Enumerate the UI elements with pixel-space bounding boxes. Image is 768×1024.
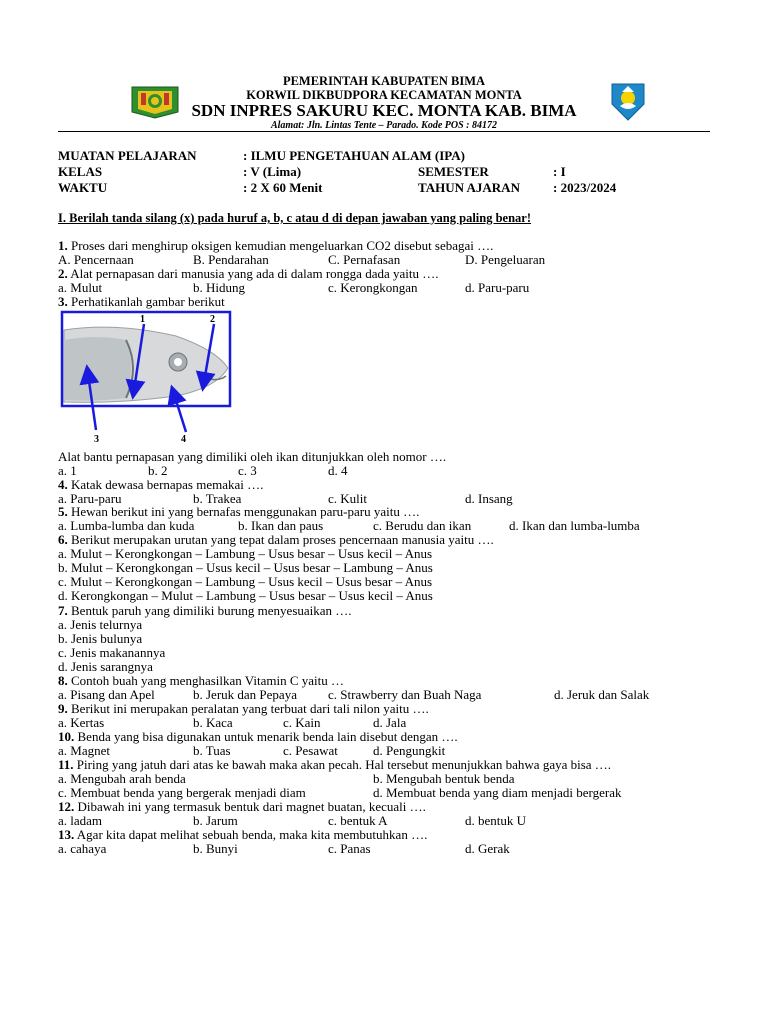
q13-option-b: b. Bunyi [193, 841, 238, 856]
q9-option-c: c. Kain [283, 715, 321, 730]
question-7 [58, 604, 352, 618]
q13-option-d: d. Gerak [465, 841, 510, 856]
year-label: TAHUN AJARAN [418, 180, 520, 195]
q3-option-b: b. 2 [148, 463, 168, 478]
q12-option-a: a. ladam [58, 813, 103, 828]
time-value: : 2 X 60 Menit [243, 180, 323, 195]
q8-option-d: d. Jeruk dan Salak [554, 687, 650, 702]
question-number: 11. [58, 757, 74, 772]
question-1 [58, 239, 493, 253]
question-text: Piring yang jatuh dari atas ke bawah maka akan pecah. Hal tersebut menunjukkan bahwa gaya bisa …. [73, 757, 612, 772]
question-text: Agar kita dapat melihat sebuah benda, maka kita membutuhkan …. [74, 827, 428, 842]
gill-cover [64, 337, 131, 401]
q5-option-d: d. Ikan dan lumba-lumba [509, 518, 640, 533]
year-value: : 2023/2024 [553, 180, 617, 195]
q12-option-d: d. bentuk U [465, 813, 527, 828]
q4-option-d: d. Insang [465, 491, 513, 506]
q10-option-d: d. Pengungkit [373, 743, 446, 758]
header-korwil: KORWIL DIKBUDPORA KECAMATAN MONTA [246, 88, 522, 102]
q12-option-b: b. Jarum [193, 813, 238, 828]
fish-gill-figure [56, 310, 236, 445]
question-number: 6. [58, 532, 68, 547]
q10-option-b: b. Tuas [193, 743, 231, 758]
label-4: 4 [181, 434, 186, 445]
question-12 [58, 800, 426, 814]
question-text: Berikut merupakan urutan yang tepat dalam proses pencernaan manusia yaitu …. [67, 532, 494, 547]
q2-option-d: d. Paru-paru [465, 280, 530, 295]
question-text: Hewan berikut ini yang bernafas menggunakan paru-paru yaitu …. [67, 504, 420, 519]
question-9 [58, 702, 429, 716]
subject-label: MUATAN PELAJARAN [58, 148, 197, 163]
header-address: Alamat: Jln. Lintas Tente – Parado. Kode POS : 84172 [270, 120, 498, 131]
q9-option-a: a. Kertas [58, 715, 105, 730]
class-label: KELAS [58, 164, 103, 179]
semester-value: : I [553, 164, 566, 179]
header-divider [58, 131, 710, 132]
question-3-prompt: Alat bantu pernapasan yang dimiliki oleh ikan ditunjukkan oleh nomor …. [58, 449, 447, 464]
q8-option-a: a. Pisang dan Apel [58, 687, 155, 702]
q13-option-a: a. cahaya [58, 841, 107, 856]
q3-option-a: a. 1 [58, 463, 77, 478]
q11-option-c: c. Membuat benda yang bergerak menjadi diam [58, 785, 306, 800]
question-text: Perhatikanlah gambar berikut [67, 294, 225, 309]
fish-eye-highlight [174, 358, 182, 366]
question-text: Dibawah ini yang termasuk bentuk dari magnet buatan, kecuali …. [74, 799, 426, 814]
question-10 [58, 730, 458, 744]
question-text: Bentuk paruh yang dimiliki burung menyesuaikan …. [67, 603, 352, 618]
q10-option-c: c. Pesawat [283, 743, 338, 758]
header-school-name: SDN INPRES SAKURU KEC. MONTA KAB. BIMA [191, 101, 577, 120]
question-11 [58, 758, 611, 772]
question-2 [58, 267, 439, 281]
q2-option-c: c. Kerongkongan [328, 280, 418, 295]
question-number: 10. [58, 729, 75, 744]
q5-option-b: b. Ikan dan paus [238, 518, 324, 533]
q1-option-d: D. Pengeluaran [465, 252, 546, 267]
label-2: 2 [210, 314, 215, 325]
q4-option-b: b. Trakea [193, 491, 242, 506]
q1-option-c: C. Pernafasan [328, 252, 401, 267]
question-8 [58, 674, 344, 688]
q5-option-c: c. Berudu dan ikan [373, 518, 472, 533]
subject-value: : ILMU PENGETAHUAN ALAM (IPA) [243, 148, 465, 163]
q1-option-a: A. Pencernaan [58, 252, 134, 267]
question-number: 1. [58, 238, 68, 253]
q6-option-a: a. Mulut – Kerongkongan – Lambung – Usus besar – Usus kecil – Anus [58, 546, 433, 561]
question-text: Alat pernapasan dari manusia yang ada di dalam rongga dada yaitu …. [67, 266, 439, 281]
question-6 [58, 533, 494, 547]
q13-option-c: c. Panas [328, 841, 371, 856]
label-3: 3 [94, 434, 99, 445]
question-5 [58, 505, 419, 519]
question-number: 7. [58, 603, 68, 618]
q9-option-d: d. Jala [373, 715, 407, 730]
q1-option-b: B. Pendarahan [193, 252, 269, 267]
q11-option-b: b. Mengubah bentuk benda [373, 771, 515, 786]
q11-option-d: d. Membuat benda yang diam menjadi bergerak [373, 785, 622, 800]
instruction: I. Berilah tanda silang (x) pada huruf a, b, c atau d di depan jawaban yang paling benar! [58, 211, 532, 225]
q6-option-b: b. Mulut – Kerongkongan – Usus kecil – Usus besar – Lambung – Anus [58, 560, 433, 575]
question-4 [58, 478, 263, 492]
q4-option-c: c. Kulit [328, 491, 367, 506]
q10-option-a: a. Magnet [58, 743, 110, 758]
q7-option-c: c. Jenis makanannya [58, 645, 166, 660]
q4-option-a: a. Paru-paru [58, 491, 122, 506]
header-government: PEMERINTAH KABUPATEN BIMA [282, 74, 486, 88]
question-text: Berikut ini merupakan peralatan yang terbuat dari tali nilon yaitu …. [67, 701, 429, 716]
question-text: Proses dari menghirup oksigen kemudian mengeluarkan CO2 disebut sebagai …. [67, 238, 494, 253]
q9-option-b: b. Kaca [193, 715, 233, 730]
question-text: Katak dewasa bernapas memakai …. [67, 477, 264, 492]
question-number: 3. [58, 294, 68, 309]
question-number: 5. [58, 504, 68, 519]
time-label: WAKTU [58, 180, 108, 195]
question-number: 8. [58, 673, 68, 688]
q7-option-d: d. Jenis sarangnya [58, 659, 153, 674]
question-number: 2. [58, 266, 68, 281]
question-13 [58, 828, 427, 842]
class-value: : V (Lima) [243, 164, 302, 179]
q8-option-b: b. Jeruk dan Pepaya [193, 687, 297, 702]
label-1: 1 [140, 314, 145, 325]
semester-label: SEMESTER [418, 164, 489, 179]
question-number: 4. [58, 477, 68, 492]
q6-option-d: d. Kerongkongan – Mulut – Lambung – Usus besar – Usus kecil – Anus [58, 588, 433, 603]
q2-option-b: b. Hidung [193, 280, 245, 295]
q5-option-a: a. Lumba-lumba dan kuda [58, 518, 195, 533]
q7-option-a: a. Jenis telurnya [58, 617, 143, 632]
q11-option-a: a. Mengubah arah benda [58, 771, 186, 786]
q6-option-c: c. Mulut – Kerongkongan – Lambung – Usus kecil – Usus besar – Anus [58, 574, 433, 589]
question-number: 9. [58, 701, 68, 716]
q7-option-b: b. Jenis bulunya [58, 631, 143, 646]
q2-option-a: a. Mulut [58, 280, 103, 295]
q8-option-c: c. Strawberry dan Buah Naga [328, 687, 482, 702]
question-number: 12. [58, 799, 75, 814]
q3-option-c: c. 3 [238, 463, 257, 478]
question-number: 13. [58, 827, 75, 842]
question-3 [58, 295, 225, 309]
q12-option-c: c. bentuk A [328, 813, 388, 828]
question-text: Contoh buah yang menghasilkan Vitamin C yaitu … [67, 673, 345, 688]
question-text: Benda yang bisa digunakan untuk menarik benda lain disebut dengan …. [74, 729, 458, 744]
q3-option-d: d. 4 [328, 463, 348, 478]
